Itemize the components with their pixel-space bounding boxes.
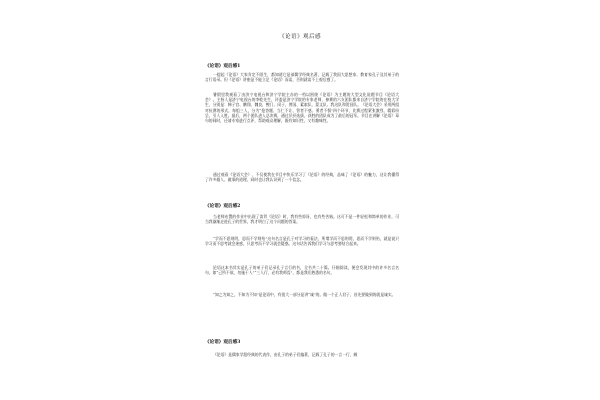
section-3-paragraph-1: 《论语》是儒家学派经典的代表作，由孔子的弟子们编著，记载了孔子的一言一行，颇 (213, 352, 358, 357)
section-2-paragraph-2: “学而不思则罔，思而不学则殆”这句名言是孔子对学习的看法，所谓学而不思则罔，思而不学则殆，就是说只学习而不思考就会迷惑，只思考而不学习就会疑惑。这句话告诉我们学习与思考要结合起来。 (205, 236, 399, 247)
page-title: 《论语》观后感 (279, 34, 321, 40)
section-heading-2: 《论语》观后感2 (205, 204, 241, 209)
section-heading-3: 《论语》观后感3 (205, 340, 241, 345)
section-1-paragraph-3: 通过观看《论语大会》，不仅使我在节目中快乐学习了《论语》的经典，品味了《论语》的魅力，这让我懂得了许多做人、做事的道理，同时也让我认识到了一个信念。 (205, 172, 399, 183)
section-2-paragraph-1: 当老师布置的作业中出现了读背《论语》时，我有些惊讶，也有些苦恼。这可不是一件轻松和简单的作业，可当我渐渐走进孔子的世界，我才明白了这个问题的答案。 (205, 214, 399, 225)
section-1-paragraph-2: 暑假里我观看了由济宁电视台和济宁学院主办的一档以围绕《论语》为主题的大型文化说题节目《论语大会》。主持人是济宁电视台的李乾先生，评委是济宁学院的专家老师，参赛的六支团队都来自济宁学院的在校大学生，分别是：韩子宫、鹏翔、魏良、鲤门、闵子，曾国、素索队、蒙文队、我这队和贺昌队。《论语大会》采用两组对抗赛的形式，每组三人，分为“抢答题、当仁不让、智者不惑、勇者不惧”四个环节，比赛过程紧张激烈、精彩纷呈，引人入胜。最后，两个团队进入总决赛，通过层层选拔，获胜的团队成为了最后的冠军。节目在讲解《论语》章句的同时，还请专家进行点评，帮助观众理解，既有知识性，又有趣味性。 (205, 92, 399, 124)
section-1-paragraph-1: 一提起《论语》大家肯定不陌生，都知道它是部儒学经典名著，记载了我国大思想家、教育家孔子及其弟子的言行语录。但《论语》讲座是不能立足《论语》而谈，否则就谈不上观后感了。 (205, 72, 399, 83)
section-2-paragraph-4: “知之为知之，不知为不知”是论语中，有很大一部分是讲“诚”的。做一个正人君子，首先要做到的就是诚实。 (213, 292, 396, 297)
section-2-paragraph-3: 论语这本书其实是孔子的弟子们记录孔子言行的书，全书共二十篇。仔细阅读，便会发现其中的许多名言名句，如“己所不欲，勿施于人”“三人行，必有我师焉”，都是我们熟悉的名句。 (205, 265, 399, 276)
section-heading-1: 《论语》观后感1 (205, 64, 241, 69)
